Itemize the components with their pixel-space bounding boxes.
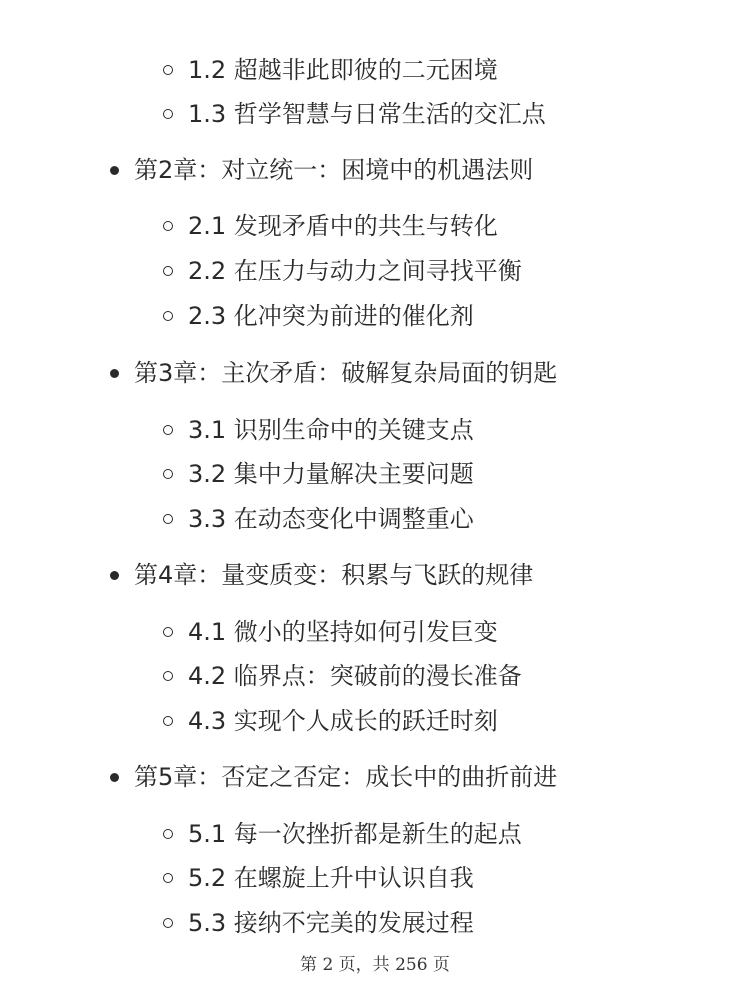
hollow-bullet-icon xyxy=(163,65,173,75)
filled-bullet-icon xyxy=(110,369,119,378)
section-title: 4.2 临界点：突破前的漫长准备 xyxy=(188,662,522,690)
section-title: 2.1 发现矛盾中的共生与转化 xyxy=(188,212,498,240)
section-title: 3.2 集中力量解决主要问题 xyxy=(188,460,474,488)
hollow-bullet-icon xyxy=(163,671,173,681)
hollow-bullet-icon xyxy=(163,425,173,435)
chapter-title: 第4章：量变质变：积累与飞跃的规律 xyxy=(134,561,534,589)
hollow-bullet-icon xyxy=(163,469,173,479)
hollow-bullet-icon xyxy=(163,716,173,726)
section-title: 3.3 在动态变化中调整重心 xyxy=(188,505,474,533)
hollow-bullet-icon xyxy=(163,627,173,637)
hollow-bullet-icon xyxy=(163,829,173,839)
hollow-bullet-icon xyxy=(163,266,173,276)
section-title: 3.1 识别生命中的关键支点 xyxy=(188,416,474,444)
section-title: 1.2 超越非此即彼的二元困境 xyxy=(188,56,498,84)
hollow-bullet-icon xyxy=(163,109,173,119)
section-title: 4.3 实现个人成长的跃迁时刻 xyxy=(188,707,498,735)
section-title: 1.3 哲学智慧与日常生活的交汇点 xyxy=(188,100,546,128)
hollow-bullet-icon xyxy=(163,311,173,321)
chapter-title: 第2章：对立统一：困境中的机遇法则 xyxy=(134,156,534,184)
section-title: 5.1 每一次挫折都是新生的起点 xyxy=(188,820,522,848)
filled-bullet-icon xyxy=(110,166,119,175)
hollow-bullet-icon xyxy=(163,918,173,928)
section-title: 5.3 接纳不完美的发展过程 xyxy=(188,909,474,937)
hollow-bullet-icon xyxy=(163,514,173,524)
section-title: 2.3 化冲突为前进的催化剂 xyxy=(188,302,474,330)
chapter-title: 第3章：主次矛盾：破解复杂局面的钥匙 xyxy=(134,359,558,387)
page-number-footer: 第 2 页，共 256 页 xyxy=(300,955,450,975)
section-title: 5.2 在螺旋上升中认识自我 xyxy=(188,864,474,892)
hollow-bullet-icon xyxy=(163,221,173,231)
filled-bullet-icon xyxy=(110,571,119,580)
filled-bullet-icon xyxy=(110,773,119,782)
hollow-bullet-icon xyxy=(163,873,173,883)
section-title: 4.1 微小的坚持如何引发巨变 xyxy=(188,618,498,646)
section-title: 2.2 在压力与动力之间寻找平衡 xyxy=(188,257,522,285)
chapter-title: 第5章：否定之否定：成长中的曲折前进 xyxy=(134,763,558,791)
